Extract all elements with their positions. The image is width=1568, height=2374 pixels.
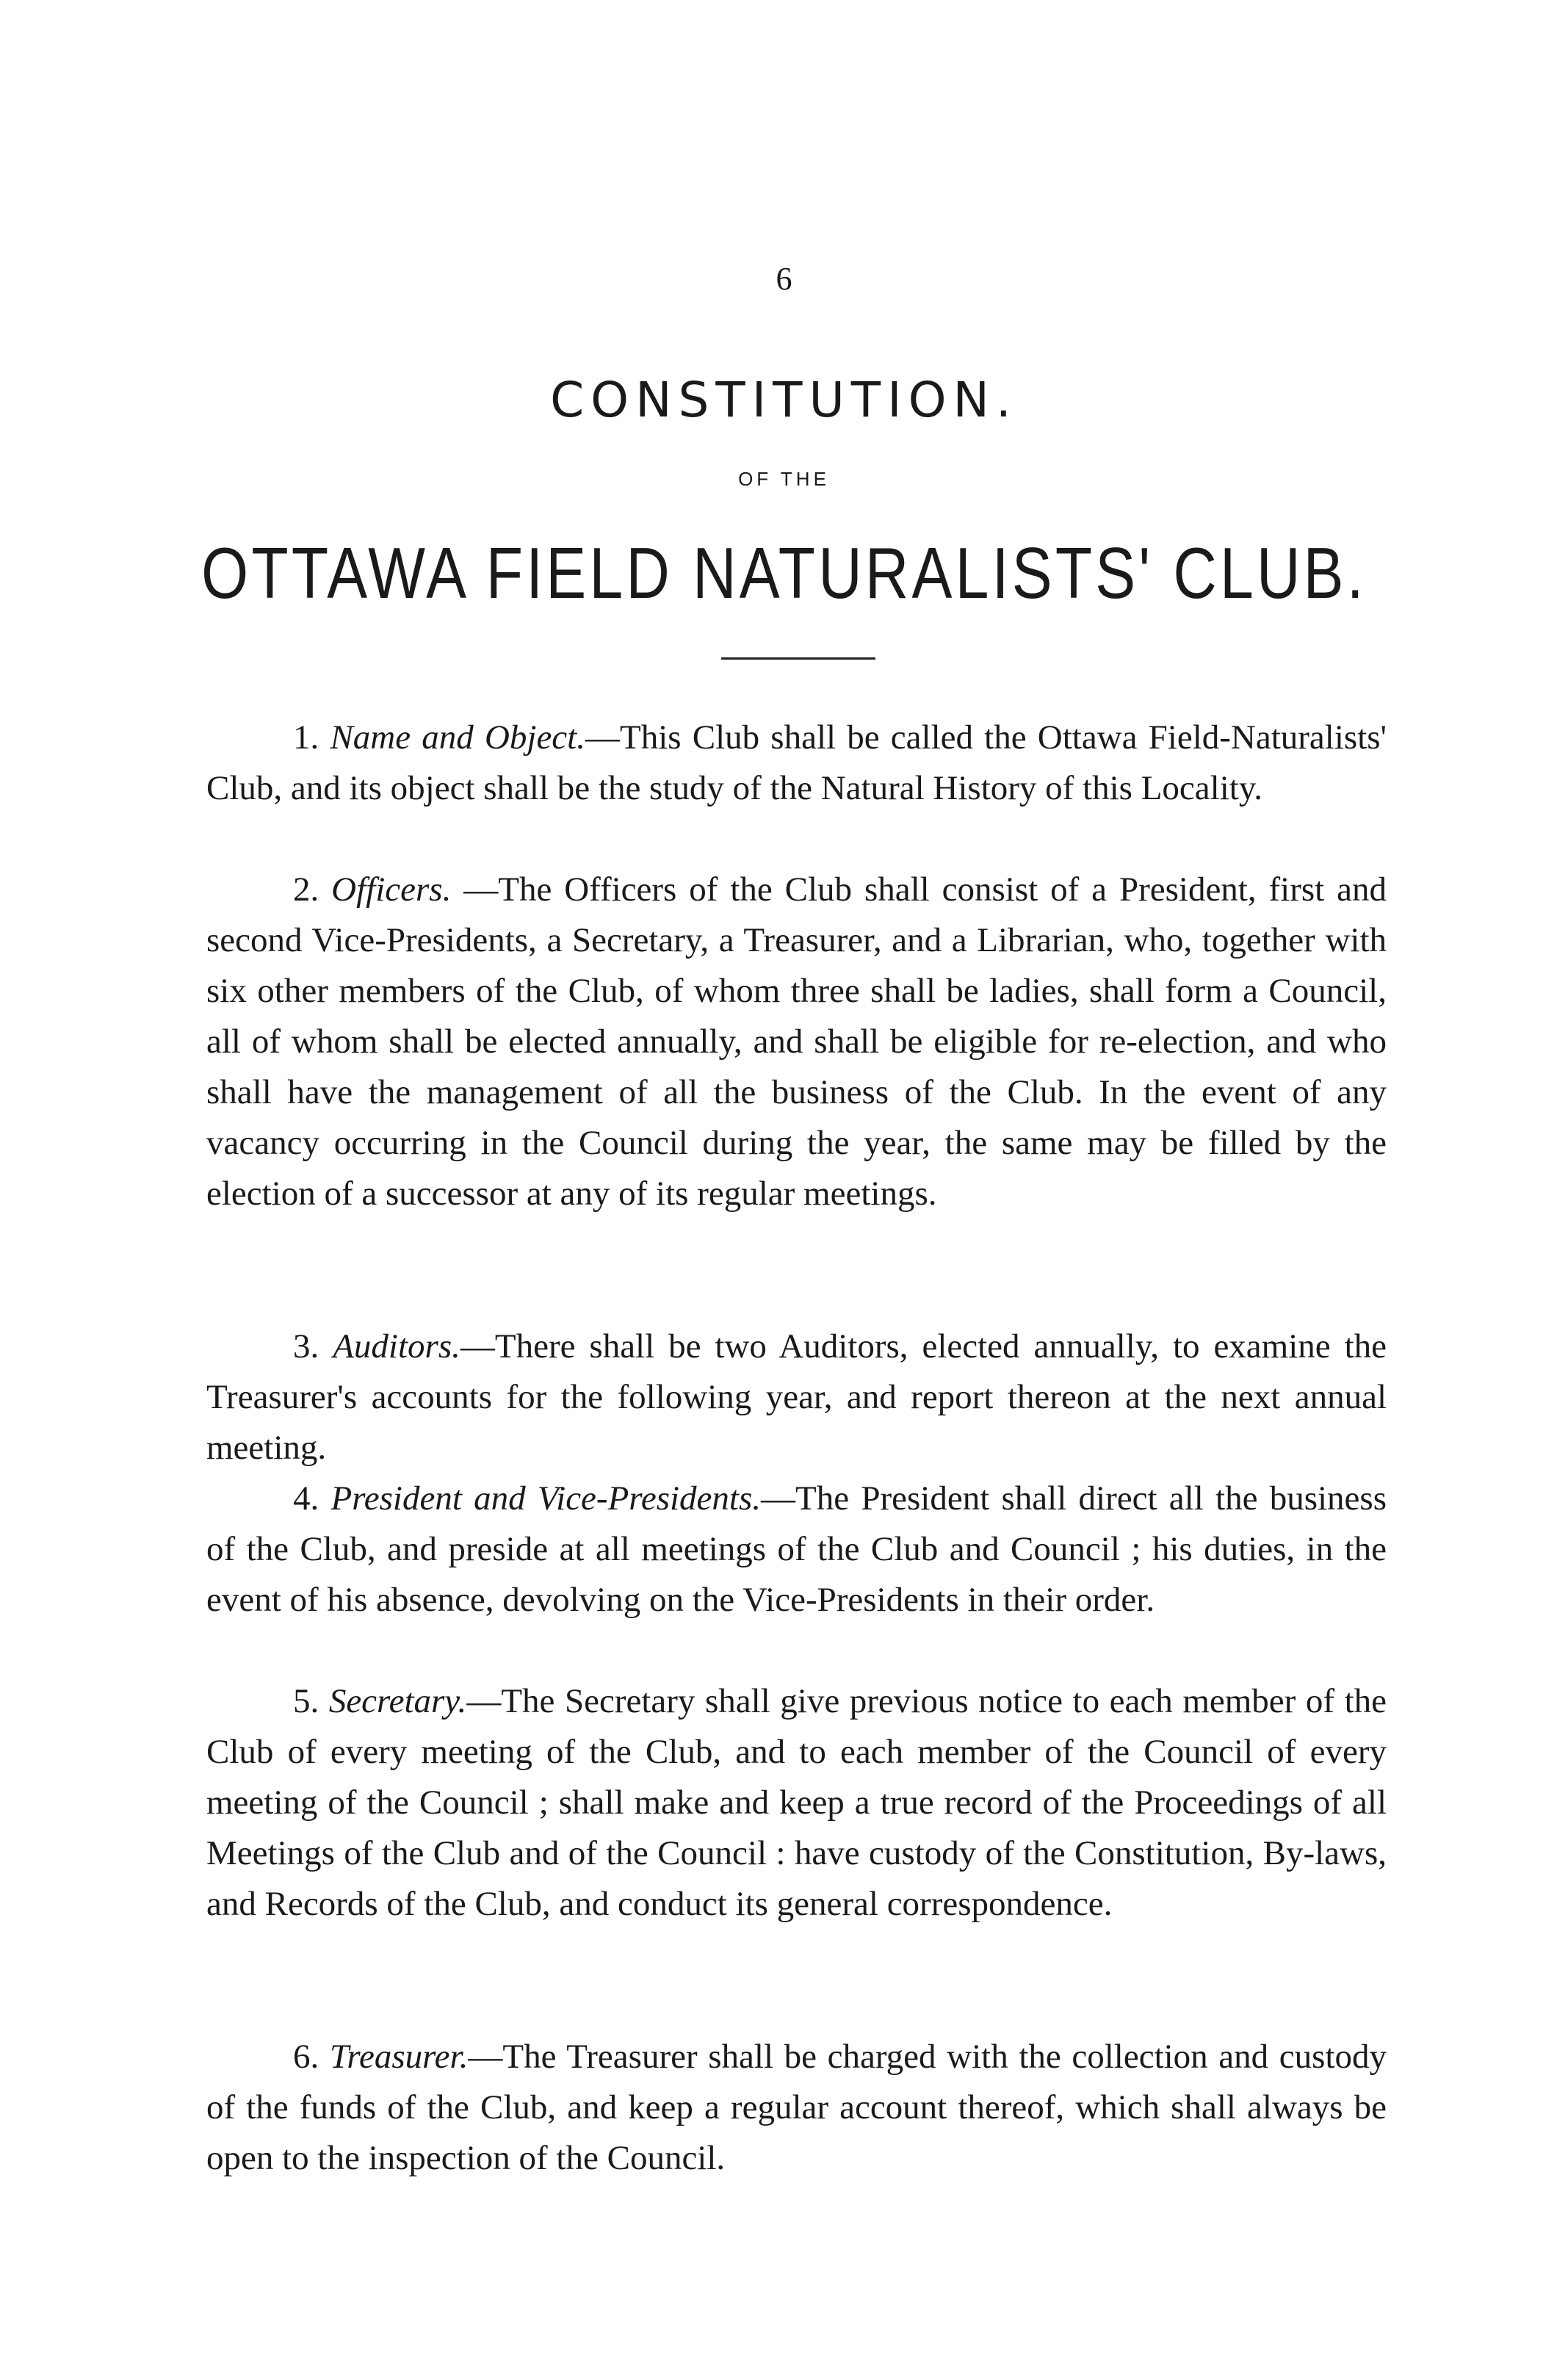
article-number: 2. — [293, 870, 319, 909]
club-name-heading: OTTAWA FIELD NATURALISTS' CLUB. — [201, 533, 1367, 613]
article-text: —There shall be two Auditors, elected annually, to examine the Treasurer's accounts for the following year, and report thereon at the next annual meeting. — [206, 1327, 1387, 1467]
article-title: Auditors. — [333, 1327, 460, 1365]
article-treasurer — [206, 2032, 1387, 2184]
article-text: —The Treasurer shall be charged with the collection and custody of the funds of the Club, and keep a regular account thereof, which shall always be open to the inspection of the Council. — [206, 2038, 1387, 2177]
article-number: 3. — [293, 1327, 319, 1365]
article-title: Secretary. — [328, 1682, 467, 1720]
article-secretary — [206, 1676, 1387, 1930]
title-divider — [721, 657, 875, 660]
article-title: Name and Object. — [330, 718, 585, 757]
article-auditors — [206, 1321, 1387, 1473]
article-text: —The Secretary shall give previous notice to each member of the Club of every meeting of the Club, and to each member of the Council of every meeting of the Council ; shall make and keep a true record of the Proceedings of all Meetings of the Club and of the Council : have custody of the Constitution, By-laws, and Records of the Club, and conduct its general correspondence. — [206, 1682, 1387, 1923]
article-title: Treasurer. — [329, 2038, 469, 2076]
article-text: —The President shall direct all the business of the Club, and preside at all meetings of the Club and Council ; his duties, in the event of his absence, devolving on the Vice-Presidents in their order. — [206, 1479, 1387, 1619]
article-president — [206, 1473, 1387, 1626]
page-number: 6 — [776, 261, 792, 297]
article-number: 4. — [293, 1479, 319, 1518]
article-text: —The Officers of the Club shall consist of a President, first and second Vice-Presidents, a Secretary, a Treasurer, and a Librarian, who, together with six other members of the Club, of whom three shall be ladies, shall form a Council, all of whom shall be elected annually, and shall be eligible for re-election, and who shall have the management of all the business of the Club. In the event of any vacancy occurring in the Council during the year, the same may be filled by the election of a successor at any of its regular meetings. — [206, 870, 1387, 1213]
document-title: CONSTITUTION. — [550, 372, 1018, 428]
article-title: President and Vice-Presidents. — [330, 1479, 761, 1518]
article-number: 5. — [293, 1682, 319, 1720]
article-officers — [206, 865, 1387, 1219]
article-name-and-object — [206, 712, 1387, 814]
article-number: 6. — [293, 2038, 319, 2076]
article-text: —This Club shall be called the Ottawa Field-Naturalists' Club, and its object shall be the study of the Natural History of this Locality. — [206, 718, 1387, 807]
document-subtitle: OF THE — [738, 468, 830, 490]
article-title: Officers. — [331, 870, 452, 909]
article-number: 1. — [293, 718, 319, 757]
